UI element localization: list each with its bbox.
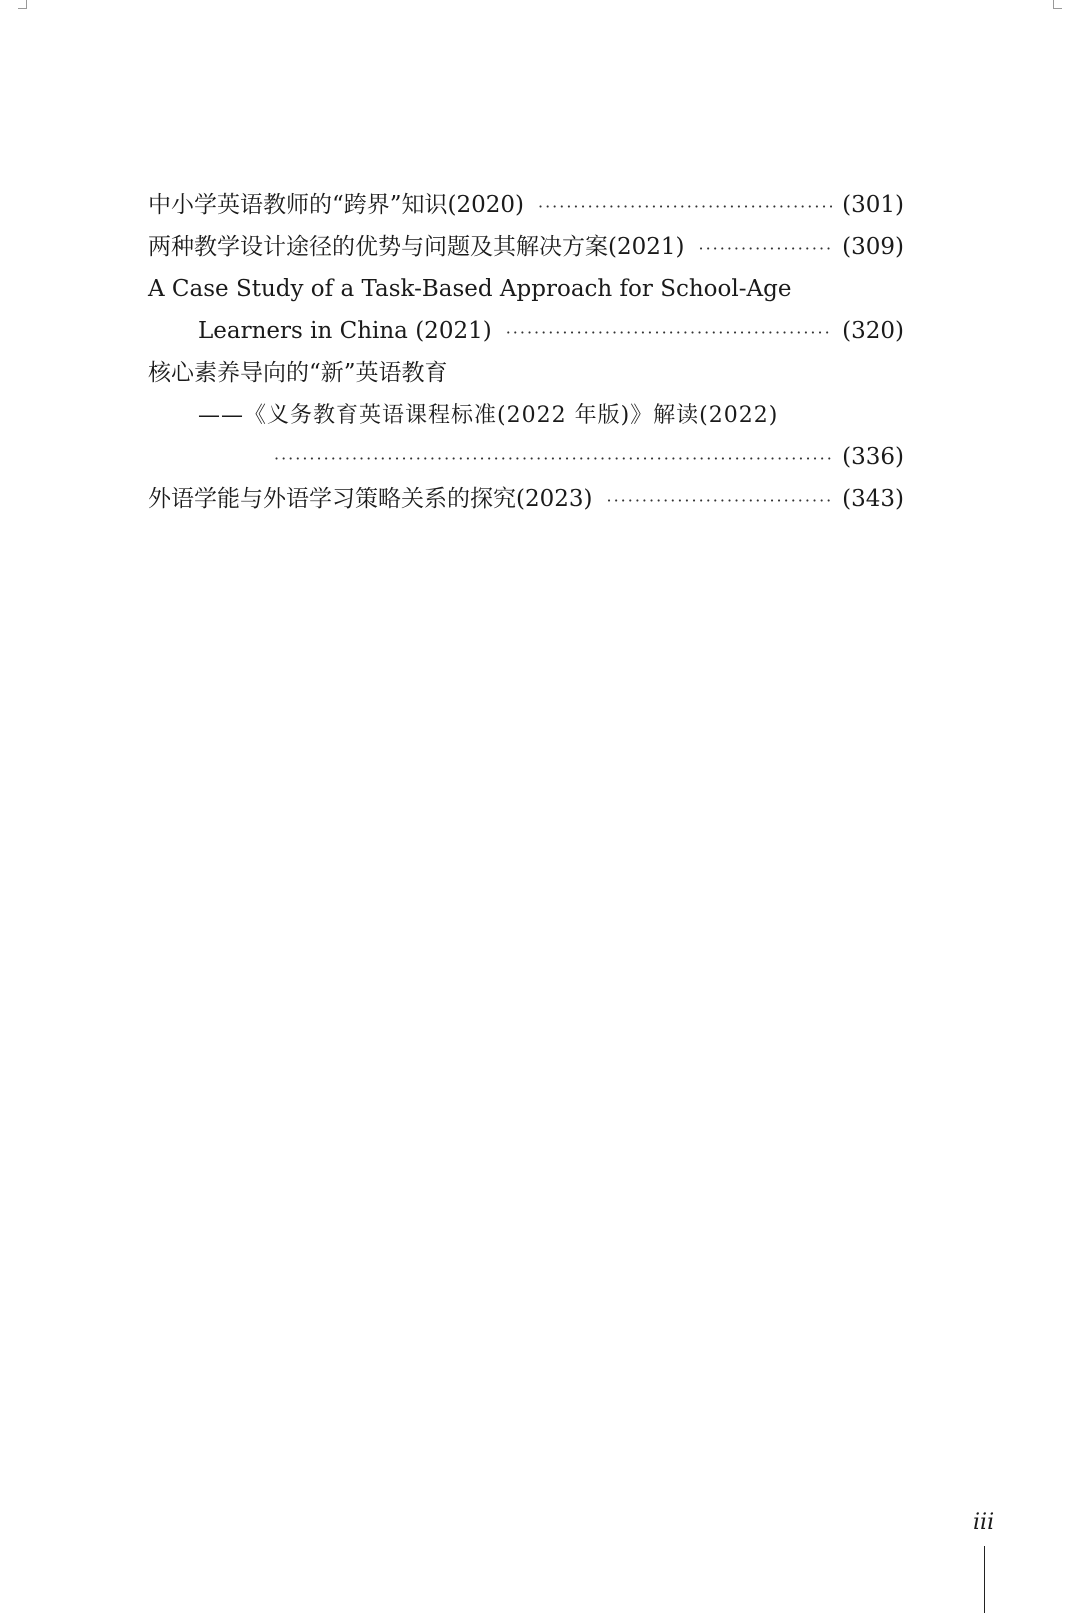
toc-entry-title: A Case Study of a Task-Based Approach for School-Age [148, 276, 792, 302]
margin-rule [984, 1546, 985, 1613]
toc-entry[interactable] [148, 478, 904, 520]
crop-mark-right [1053, 0, 1062, 9]
dot-leader [274, 438, 832, 480]
toc-entry-page: (309) [842, 234, 904, 260]
toc-entry-title-line[interactable] [148, 268, 904, 310]
table-of-contents [148, 184, 904, 520]
dot-leader [506, 312, 832, 354]
toc-entry-title: 中小学英语教师的“跨界”知识(2020) [148, 192, 524, 218]
crop-mark-left [18, 0, 27, 9]
toc-entry[interactable] [148, 436, 904, 478]
toc-entry[interactable] [148, 184, 904, 226]
toc-entry-title: 两种教学设计途径的优势与问题及其解决方案(2021) [148, 234, 685, 260]
toc-entry-title: 外语学能与外语学习策略关系的探究(2023) [148, 486, 593, 512]
toc-entry-page: (336) [842, 444, 904, 470]
toc-entry-page: (320) [842, 318, 904, 344]
toc-entry-page: (343) [842, 486, 904, 512]
toc-entry-title-continued: Learners in China (2021) [198, 318, 492, 344]
toc-entry-title: 核心素养导向的“新”英语教育 [148, 360, 448, 386]
toc-entry[interactable] [148, 310, 904, 352]
toc-entry-title-line[interactable] [148, 352, 904, 394]
toc-entry-subtitle-line [148, 394, 904, 436]
dot-leader [698, 228, 832, 270]
page-number: iii [973, 1510, 995, 1535]
toc-entry-page: (301) [842, 192, 904, 218]
dot-leader [538, 186, 832, 228]
toc-entry-subtitle: ——《义务教育英语课程标准(2022 年版)》解读(2022) [198, 403, 779, 428]
dot-leader [606, 480, 832, 522]
toc-entry[interactable] [148, 226, 904, 268]
